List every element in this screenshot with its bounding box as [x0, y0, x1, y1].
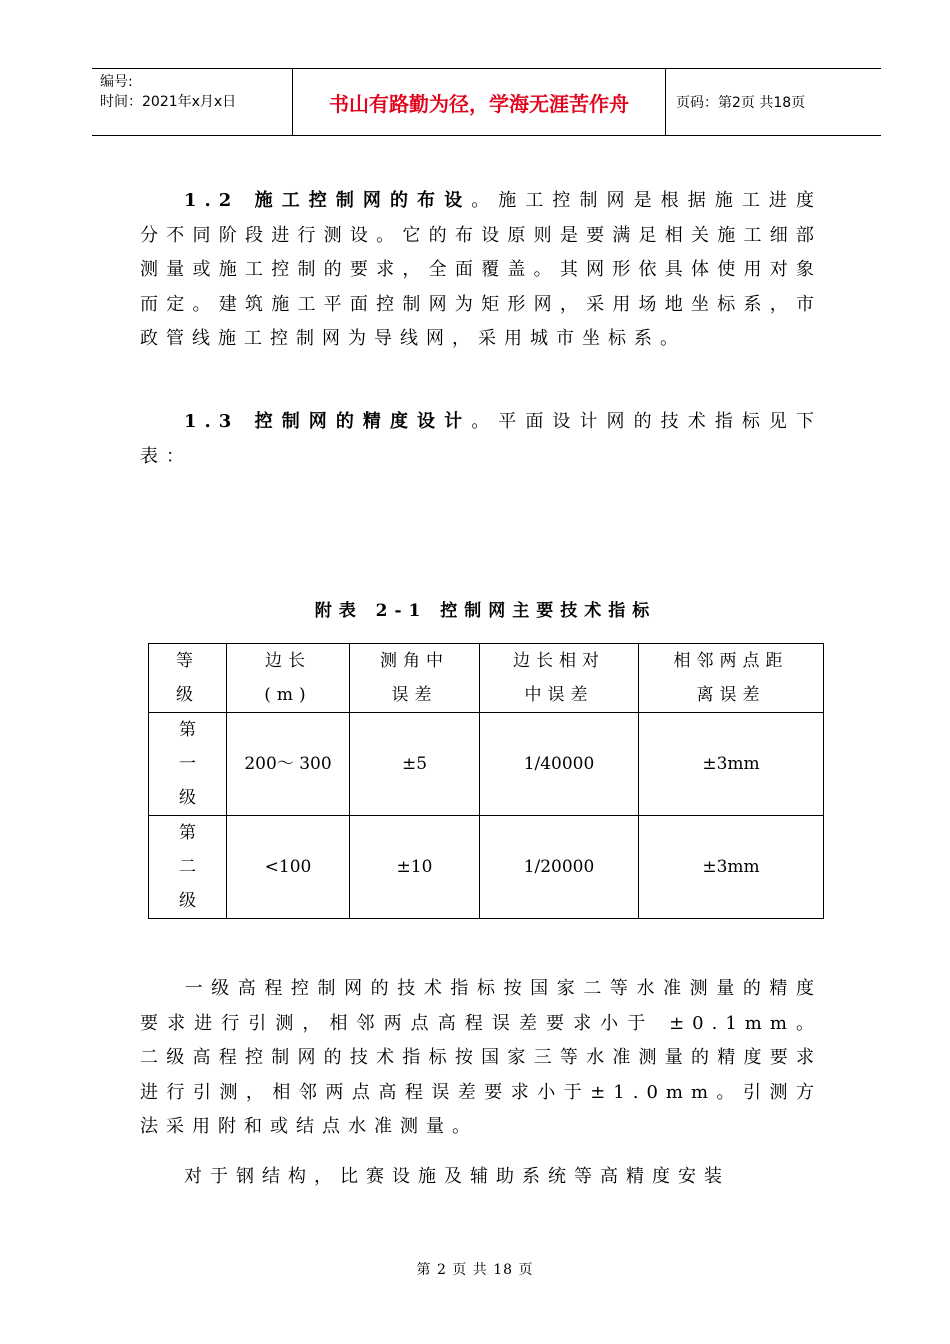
- cell-adjacent-error: ±3mm: [639, 713, 824, 816]
- cell-grade: 第 二 级: [149, 816, 227, 919]
- number-label: 编号:: [100, 74, 133, 90]
- section-1-2-body: 。施工控制网是根据施工进度分不同阶段进行测设。它的布设原则是要满足相关施工细部测量或施工控制的要求，全面覆盖。其网形依具体使用对象而定。建筑施工平面控制网为矩形网，采用场地坐标系，市政管线施工控制网为导线网，采用城市坐标系。: [140, 190, 822, 349]
- elevation-paragraph: [140, 972, 822, 1145]
- steel-paragraph: [140, 1160, 822, 1195]
- section-1-2-heading: 1.2 施工控制网的布设: [184, 190, 472, 211]
- section-1-2-paragraph: [140, 184, 822, 357]
- table-row: [149, 713, 824, 816]
- steel-text: 对于钢结构，比赛设施及辅助系统等高精度安装: [184, 1166, 730, 1187]
- header-grade: 等 级: [149, 644, 227, 713]
- header-motto: 书山有路勤为径，学海无涯苦作舟: [293, 69, 666, 135]
- header-relative-error: 边长相对 中误差: [480, 644, 639, 713]
- cell-angle-error: ±5: [350, 713, 480, 816]
- table-row: [149, 816, 824, 919]
- section-1-3-body: 。平面设计网的技术指标见下表：: [140, 411, 822, 467]
- header-adjacent-error: 相邻两点距 离误差: [639, 644, 824, 713]
- cell-angle-error: ±10: [350, 816, 480, 919]
- header-page-info: 页码：第2页 共18页: [676, 95, 806, 111]
- cell-relative-error: 1/40000: [480, 713, 639, 816]
- cell-side-length: 200～ 300: [227, 713, 350, 816]
- header-angle-error: 测角中 误差: [350, 644, 480, 713]
- time-label: 时间：2021年x月x日: [100, 94, 237, 110]
- cell-grade: 第 一 级: [149, 713, 227, 816]
- cell-relative-error: 1/20000: [480, 816, 639, 919]
- section-1-3-heading: 1.3 控制网的精度设计: [184, 411, 472, 432]
- section-1-3-paragraph: [140, 405, 822, 474]
- control-network-table: [148, 643, 824, 919]
- header-meta: [92, 69, 293, 135]
- table-header-row: [149, 644, 824, 713]
- page-footer: 第 2 页 共 18 页: [416, 1262, 534, 1278]
- cell-side-length: <100: [227, 816, 350, 919]
- document-header: [92, 68, 881, 136]
- cell-adjacent-error: ±3mm: [639, 816, 824, 919]
- header-side-length: 边长 (m): [227, 644, 350, 713]
- table-caption: 附表 2-1 控制网主要技术指标: [314, 601, 657, 621]
- elevation-text: 一级高程控制网的技术指标按国家二等水准测量的精度要求进行引测，相邻两点高程误差要求小于 ±0.1mm。二级高程控制网的技术指标按国家三等水准测量的精度要求进行引测，相邻两点高程误差要求小于±1.0mm。引测方法采用附和或结点水准测量。: [140, 978, 822, 1137]
